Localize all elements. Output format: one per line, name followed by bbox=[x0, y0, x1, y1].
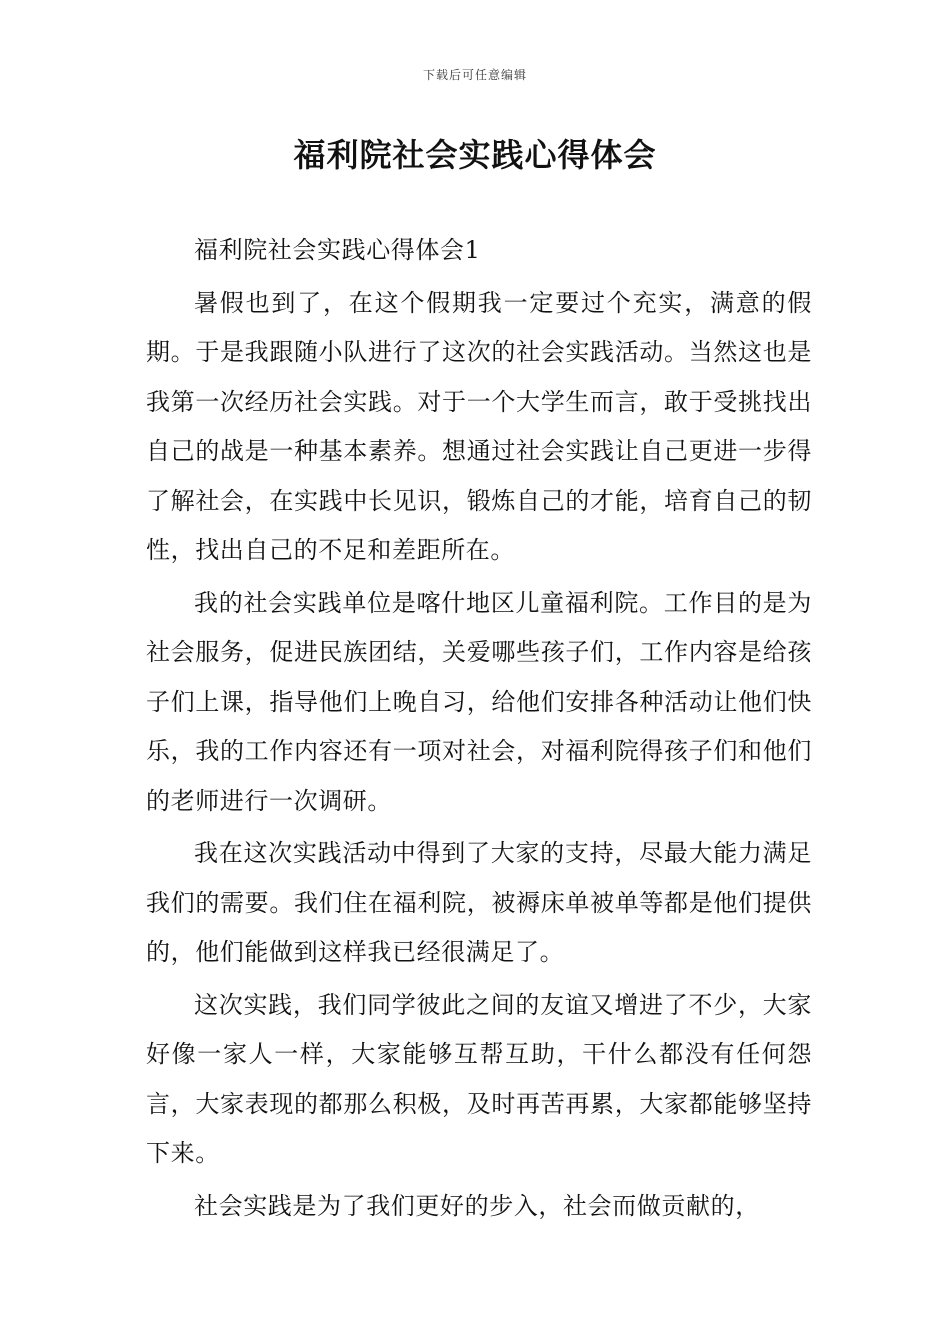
paragraph: 暑假也到了，在这个假期我一定要过个充实，满意的假期。于是我跟随小队进行了这次的社会实践活动。当然这也是我第一次经历社会实践。对于一个大学生而言，敢于受挑找出自己的战是一种基本素养。想通过社会实践让自己更进一步得了解社会，在实践中长见识，锻炼自己的才能，培育自己的韧性，找出自己的不足和差距所在。 bbox=[146, 288, 812, 564]
paragraph: 我在这次实践活动中得到了大家的支持，尽最大能力满足我们的需要。我们住在福利院，被褥床单被单等都是他们提供的，他们能做到这样我已经很满足了。 bbox=[146, 839, 812, 966]
header-note: 下载后可任意编辑 bbox=[422, 68, 527, 82]
paragraph: 社会实践是为了我们更好的步入，社会而做贡献的， bbox=[194, 1191, 760, 1220]
section-heading: 福利院社会实践心得体会1 bbox=[194, 236, 481, 264]
document-body bbox=[146, 226, 812, 1231]
document-title: 福利院社会实践心得体会 bbox=[293, 136, 657, 174]
paragraph: 这次实践，我们同学彼此之间的友谊又增进了不少，大家好像一家人一样，大家能够互帮互助，干什么都没有任何怨言，大家表现的都那么积极，及时再苦再累，大家都能够坚持下来。 bbox=[146, 990, 812, 1167]
paragraph: 我的社会实践单位是喀什地区儿童福利院。工作目的是为社会服务，促进民族团结，关爱哪些孩子们，工作内容是给孩子们上课，指导他们上晚自习，给他们安排各种活动让他们快乐，我的工作内容还有一项对社会，对福利院得孩子们和他们的老师进行一次调研。 bbox=[146, 588, 812, 815]
